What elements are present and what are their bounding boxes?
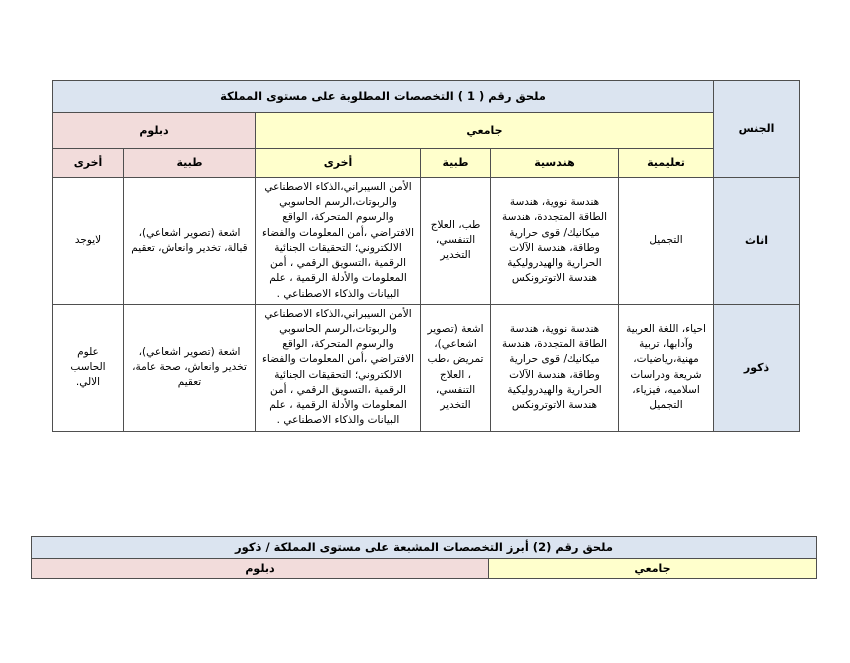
row-header-males: ذكور xyxy=(714,304,800,431)
cell-males-medical-diploma: اشعة (تصوير اشعاعي)، تخدير وانعاش، صحة عامة، تعقيم xyxy=(124,304,256,431)
table-row-females xyxy=(53,178,800,305)
appendix-1-title: ملحق رقم ( 1 ) التخصصات المطلوبة على مستوى المملكة xyxy=(53,81,714,113)
appendix-1-table xyxy=(52,80,800,432)
cell-males-educational: احياء، اللغة العربية وآدابها، تربية مهنية،رياضيات، شريعة ودراسات اسلاميه، فيزياء، التجميل xyxy=(619,304,714,431)
column-header-medical-university: طبية xyxy=(421,149,491,178)
appendix-2-table xyxy=(31,536,817,579)
cell-females-medical-university: طب، العلاج التنفسي، التخدير xyxy=(421,178,491,305)
cell-males-other-university: الأمن السيبراني،الذكاء الاصطناعي والربوتات،الرسم الحاسوبي والرسوم المتحركة، الواقع الافتراضي ،أمن المعلومات والفضاء الالكتروني؛ التحقيقات الجنائية الرقمية ،التسويق الرقمي ، أمن المعلومات والأدلة الرقمية ، علم البيانات والذكاء الاصطناعي . xyxy=(256,304,421,431)
gender-column-header: الجنس xyxy=(714,81,800,178)
appendix-2-diploma-header: دبلوم xyxy=(32,559,489,579)
column-header-other-diploma: أخرى xyxy=(53,149,124,178)
appendix-2-title: ملحق رقم (2) أبرز التخصصات المشبعة على مستوى المملكة / ذكور xyxy=(32,537,817,559)
cell-males-other-diploma: علوم الحاسب الالي. xyxy=(53,304,124,431)
cell-females-medical-diploma: اشعة (تصوير اشعاعي)، قبالة، تخدير وانعاش، تعقيم xyxy=(124,178,256,305)
column-header-engineering: هندسية xyxy=(491,149,619,178)
column-header-medical-diploma: طبية xyxy=(124,149,256,178)
row-header-females: اناث xyxy=(714,178,800,305)
cell-males-engineering: هندسة نووية، هندسة الطاقة المتجددة، هندسة ميكانيك/ قوى حرارية وطاقة، هندسة الآلات الحرارية والهيدروليكية هندسة الاتوترونكس xyxy=(491,304,619,431)
cell-females-engineering: هندسة نووية، هندسة الطاقة المتجددة، هندسة ميكانيك/ قوى حرارية وطاقة، هندسة الآلات الحرارية والهيدروليكية هندسة الاتوترونكس xyxy=(491,178,619,305)
column-header-other-university: أخرى xyxy=(256,149,421,178)
table-row-males xyxy=(53,304,800,431)
appendix-2-university-header: جامعي xyxy=(489,559,817,579)
cell-females-educational: التجميل xyxy=(619,178,714,305)
diploma-group-header: دبلوم xyxy=(53,113,256,149)
column-header-educational: تعليمية xyxy=(619,149,714,178)
cell-males-medical-university: اشعة (تصوير اشعاعي)، تمريض ،طب ، العلاج التنفسي، التخدير xyxy=(421,304,491,431)
university-group-header: جامعي xyxy=(256,113,714,149)
cell-females-other-diploma: لايوجد xyxy=(53,178,124,305)
cell-females-other-university: الأمن السيبراني،الذكاء الاصطناعي والربوتات،الرسم الحاسوبي والرسوم المتحركة، الواقع الافتراضي ،أمن المعلومات والفضاء الالكتروني؛ التحقيقات الجنائية الرقمية ،التسويق الرقمي ، أمن المعلومات والأدلة الرقمية ، علم البيانات والذكاء الاصطناعي . xyxy=(256,178,421,305)
